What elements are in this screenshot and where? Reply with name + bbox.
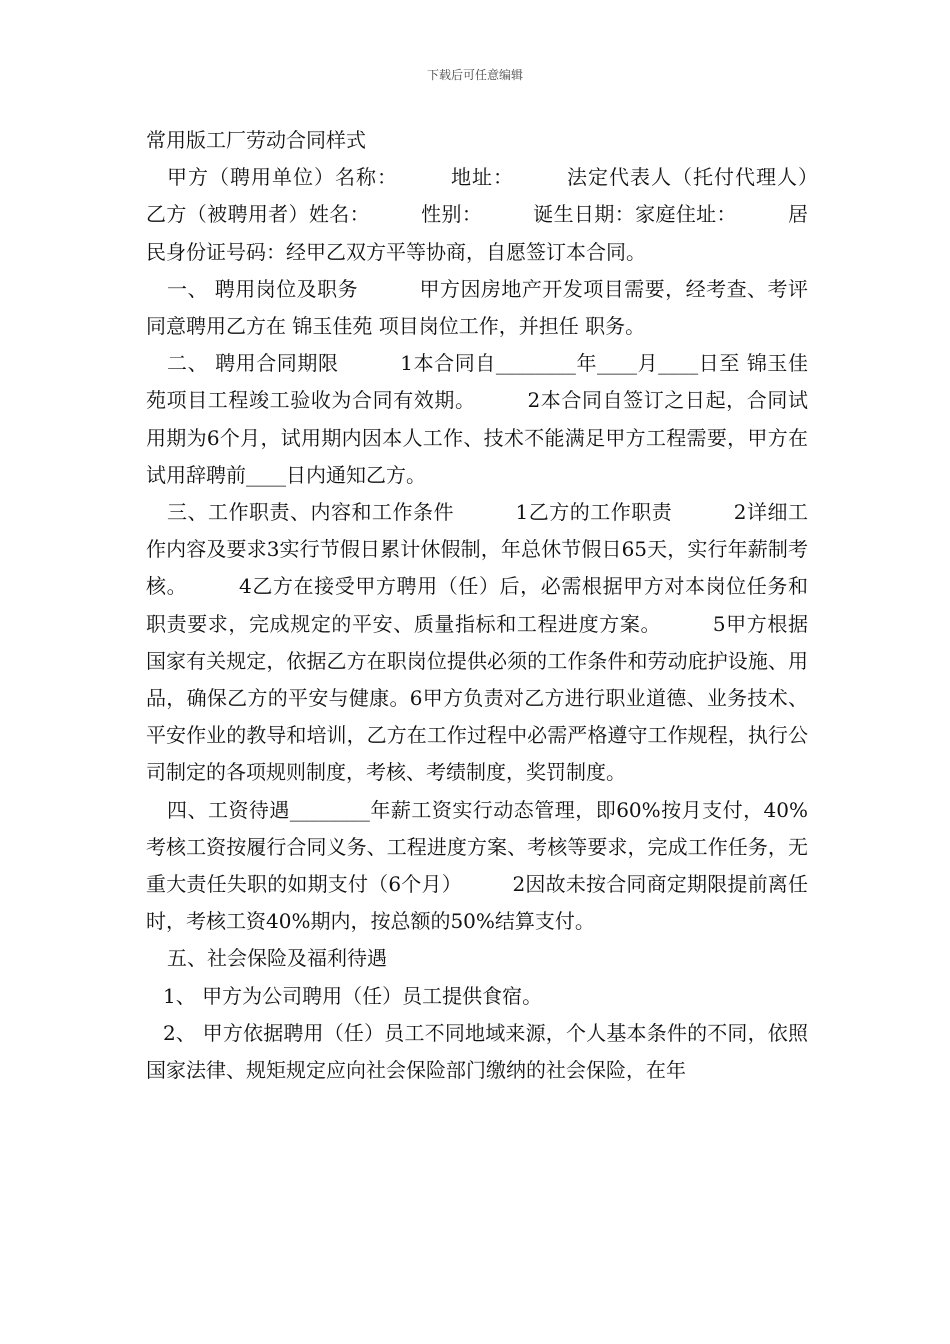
paragraph-section-1: 一、 聘用岗位及职务 甲方因房地产开发项目需要，经考查、考评同意聘用乙方在 锦玉佳苑 项目岗位工作，并担任 职务。	[146, 276, 808, 339]
paragraph-parties: 甲方（聘用单位）名称： 地址： 法定代表人（托付代理人） 乙方（被聘用者）姓名： 性别： 诞生日期：家庭住址： 居民身份证号码：经甲乙双方平等协商，自愿签订本合同。	[146, 165, 868, 264]
paragraph-section-3: 三、工作职责、内容和工作条件 1乙方的工作职责 2详细工作内容及要求3实行节假日累计休假制，年总休节假日65天，实行年薪制考核。 4乙方在接受甲方聘用（任）后，必需根据甲方对本岗位任务和职责要求，完成规定的平安、质量指标和工程进度方案。 5甲方根据国家有关规定，依据乙方在职岗位提供必须的工作条件和劳动庇护设施、用品，确保乙方的平安与健康。6甲方负责对乙方进行职业道德、业务技术、平安作业的教导和培训，乙方在工作过程中必需严格遵守工作规程，执行公司制定的各项规则制度，考核、考绩制度，奖罚制度。	[146, 500, 808, 785]
paragraph-section-4: 四、工资待遇________年薪工资实行动态管理，即60%按月支付，40%考核工资按履行合同义务、工程进度方案、考核等要求，完成工作任务，无重大责任失职的如期支付（6个月） 2因故未按合同商定期限提前离任时，考核工资40%期内，按总额的50%结算支付。	[146, 797, 808, 934]
document-title: 常用版工厂劳动合同样式	[146, 128, 366, 152]
paragraph-section-2: 二、 聘用合同期限 1本合同自________年____月____日至 锦玉佳苑项目工程竣工验收为合同有效期。 2本合同自签订之日起，合同试用期为6个月，试用期内因本人工作、技术不能满足甲方工程需要，甲方在试用辞聘前____日内通知乙方。	[146, 351, 808, 487]
page-header-note: 下载后可任意编辑	[426, 68, 523, 82]
paragraph-section-5-item-1: 1、 甲方为公司聘用（任）员工提供食宿。	[163, 983, 543, 1008]
paragraph-section-5-item-2: 2、 甲方依据聘用（任）员工不同地域来源，个人基本条件的不同，依照国家法律、规矩规定应向社会保险部门缴纳的社会保险，在年	[146, 1020, 808, 1083]
document-body	[146, 122, 868, 1089]
paragraph-section-5: 五、社会保险及福利待遇	[167, 946, 387, 971]
